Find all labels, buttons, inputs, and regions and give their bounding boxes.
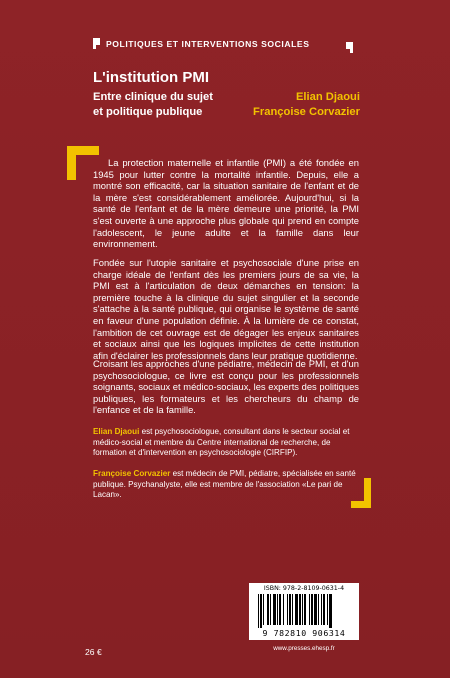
publisher-website: www.presses.ehesp.fr — [273, 645, 335, 652]
subtitle-line-2: et politique publique — [93, 106, 203, 118]
book-subtitle — [93, 90, 253, 120]
bio-name-1: Elian Djaoui — [93, 427, 140, 436]
summary-paragraph-2: Fondée sur l'utopie sanitaire et psychosociale d'une prise en charge idéale de l'enfant dès les premiers jours de sa vie, la PMI est à l'articulation de deux démarches en tension: la première touche à la clinique du sujet singulier et la seconde s'attache à la santé publique, qui organise le système de santé en faveur d'une population définie. À la lumière de ce constat, l'ambition de cet ouvrage est de dégager les enjeux sanitaires et sociaux ainsi que les logiques implicites de cette institution afin d'éclairer les professionnels dans leur pratique quotidienne. — [93, 257, 359, 361]
price: 26 € — [85, 647, 102, 657]
series-name: POLITIQUES ET INTERVENTIONS SOCIALES — [106, 39, 310, 49]
author-2: Françoise Corvazier — [253, 106, 360, 118]
bio-name-2: Françoise Corvazier — [93, 469, 171, 478]
barcode-digits: 9 782810 906314 — [262, 628, 346, 638]
subtitle-line-1: Entre clinique du sujet — [93, 91, 213, 103]
bio-text-1: est psychosociologue, consultant dans le secteur social et médico-social et membre du Centre international de recherche, de formation et d'intervention en psychosociologie (CIRFIP). — [93, 427, 350, 458]
bracket-bottom-right — [351, 478, 371, 508]
bio-text-2: est médecin de PMI, pédiatre, spécialisée en santé publique. Psychanalyste, elle est membre de l'association «Le pari de Lacan». — [93, 469, 356, 500]
author-1: Elian Djaoui — [295, 91, 360, 103]
author-bio-1 — [93, 427, 361, 459]
barcode-label — [249, 583, 359, 640]
isbn: ISBN: 978-2-8109-0631-4 — [263, 585, 345, 592]
banner-corner-left-stem — [93, 38, 96, 49]
author-bio-2 — [93, 469, 361, 501]
book-title: L'institution PMI — [93, 69, 210, 86]
book-authors — [253, 90, 360, 120]
barcode — [256, 594, 352, 628]
banner-corner-right-stem — [350, 42, 353, 53]
series-banner — [93, 38, 353, 52]
summary-paragraph-3: Croisant les approches d'une pédiatre, médecin de PMI, et d'un psychosociologue, ce livre est conçu pour les professionnels soignants, sociaux et médico-sociaux, les experts des politiques publiques, les formateurs et les chercheurs du champ de l'enfance et de la famille. — [93, 358, 359, 416]
summary-paragraph-1: La protection maternelle et infantile (PMI) a été fondée en 1945 pour lutter contre la mortalité infantile. Depuis, elle a montré son efficacité, car la situation sanitaire de l'enfant et de la mère s'est considérablement améliorée. Aujourd'hui, si la santé de l'enfant et de la mère demeure une priorité, la PMI s'est ouverte à une approche plus globale qui prend en compte l'adolescent, le jeune adulte et la famille dans leur environnement. — [93, 157, 359, 250]
